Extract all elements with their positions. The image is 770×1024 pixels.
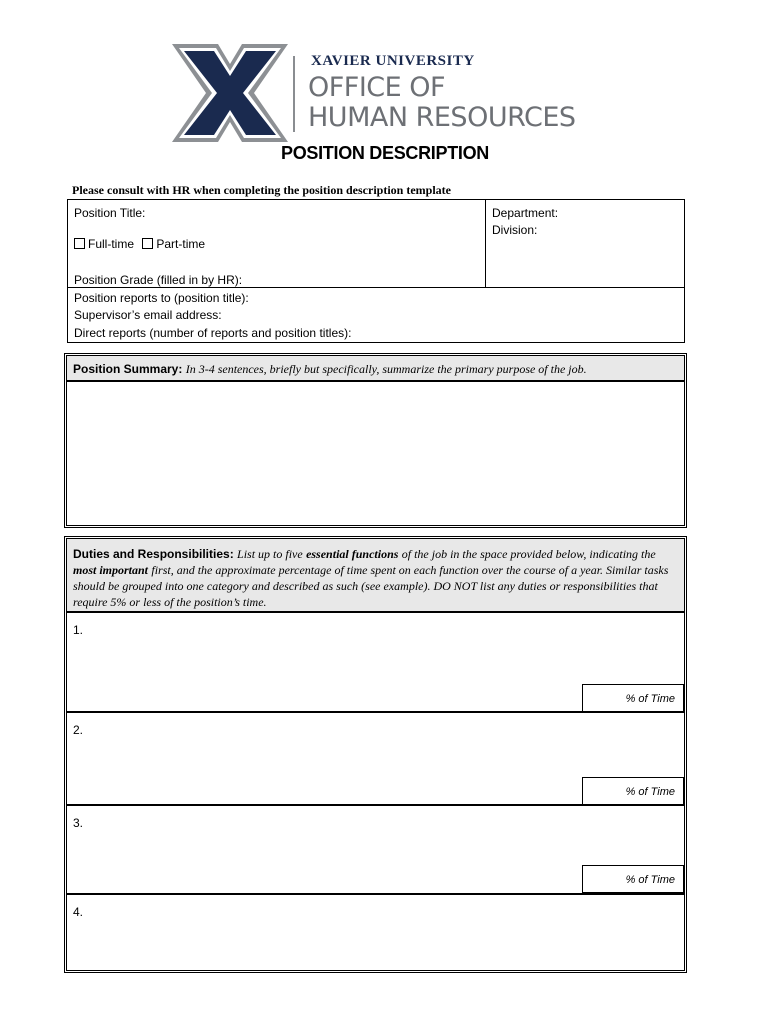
division-label: Division: xyxy=(492,223,538,237)
percent-time-field-2[interactable]: % of Time xyxy=(582,777,684,805)
position-title-cell[interactable] xyxy=(68,200,486,288)
xavier-x-logo xyxy=(172,44,288,142)
parttime-label: Part-time xyxy=(156,237,206,251)
duty-number-4: 4. xyxy=(73,905,84,919)
duty-box-1[interactable] xyxy=(66,612,685,712)
fulltime-checkbox[interactable] xyxy=(74,238,85,249)
duty-box-4[interactable] xyxy=(66,894,685,971)
duties-text-3: of the job in the space provided below, indicating the xyxy=(401,547,656,561)
summary-header xyxy=(66,355,685,381)
duty-box-3[interactable] xyxy=(66,805,685,894)
office-line-2: HUMAN RESOURCES xyxy=(308,102,576,133)
position-title-label: Position Title: xyxy=(74,206,146,220)
department-cell[interactable] xyxy=(486,200,685,288)
university-name: XAVIER UNIVERSITY xyxy=(311,53,475,69)
duty-number-3: 3. xyxy=(73,816,84,830)
summary-input-area[interactable] xyxy=(66,381,685,526)
duties-header xyxy=(66,538,685,612)
duty-number-1: 1. xyxy=(73,623,84,637)
duties-text-1: List up to five xyxy=(237,547,303,561)
duties-label: Duties and Responsibilities: xyxy=(73,547,234,561)
duties-text-most-important: most important xyxy=(73,563,149,577)
parttime-checkbox[interactable] xyxy=(142,238,153,249)
department-label: Department: xyxy=(492,206,559,220)
supervisor-email-label: Supervisor’s email address: xyxy=(74,308,222,322)
duty-box-2[interactable] xyxy=(66,712,685,805)
reports-to-label: Position reports to (position title): xyxy=(74,291,249,305)
position-info-box xyxy=(67,199,685,343)
office-line-1: OFFICE OF xyxy=(308,72,446,103)
direct-reports-label: Direct reports (number of reports and position titles): xyxy=(74,326,352,340)
position-grade-label: Position Grade (filled in by HR): xyxy=(74,273,243,287)
fulltime-label: Full-time xyxy=(88,237,135,251)
logo-divider xyxy=(293,56,295,132)
document-title: POSITION DESCRIPTION xyxy=(280,143,490,163)
percent-time-field-1[interactable]: % of Time xyxy=(582,684,684,712)
summary-label: Position Summary: xyxy=(73,362,183,376)
summary-header-text xyxy=(73,362,587,377)
duties-instructions xyxy=(73,546,679,610)
summary-hint: In 3-4 sentences, briefly but specifically, summarize the primary purpose of the job. xyxy=(185,362,587,376)
duties-text-essential: essential functions xyxy=(306,547,399,561)
duties-text-5: first, and the approximate percentage of time spent on each function over the course of a year. Similar tasks should be grouped into one category and described as such (see example). DO NOT list any duties or responsibilities that require 5% or less of the position’s time. xyxy=(73,563,669,609)
duty-number-2: 2. xyxy=(73,723,84,737)
employment-type-options xyxy=(74,237,205,251)
percent-time-field-3[interactable]: % of Time xyxy=(582,865,684,893)
consult-instructions: Please consult with HR when completing the position description template xyxy=(72,183,451,197)
